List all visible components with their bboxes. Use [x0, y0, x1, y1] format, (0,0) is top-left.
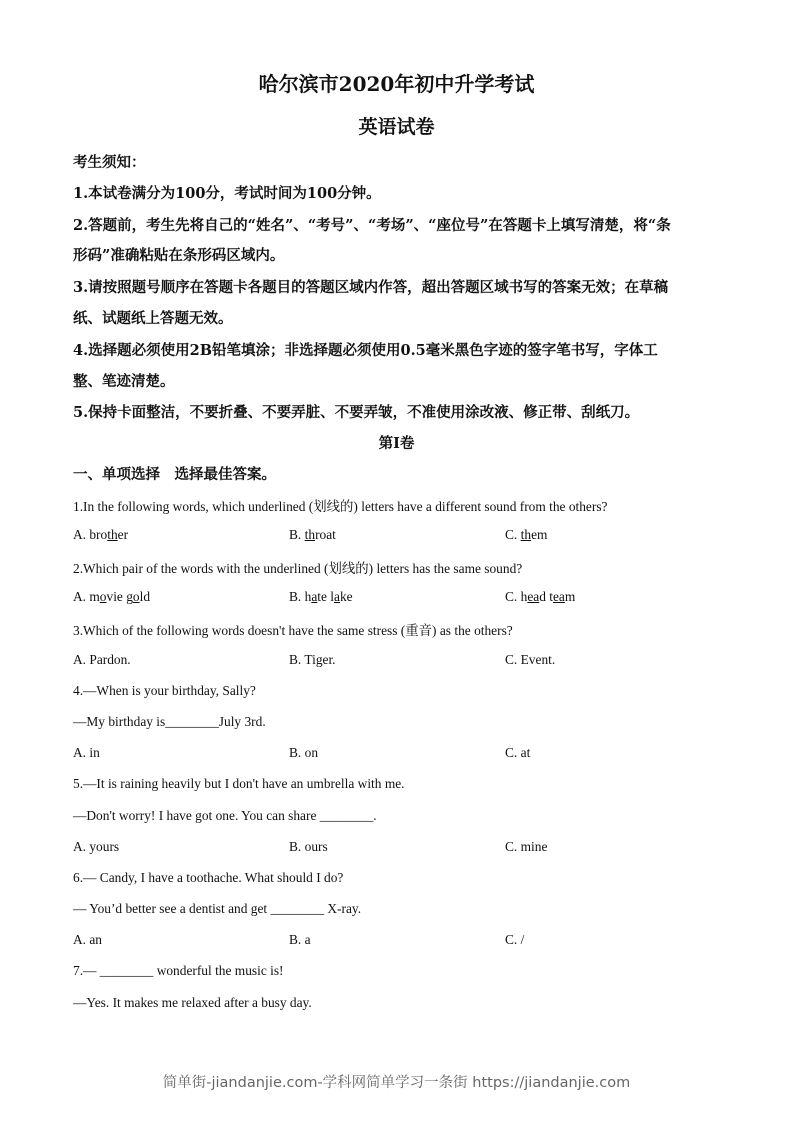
option-c: C. /	[505, 932, 525, 947]
footer-watermark: 简单街-jiandanjie.com-学科网简单学习一条街 https://jiandanjie.com	[162, 1075, 631, 1091]
notice-heading: 考生须知：	[73, 154, 146, 171]
option-a: A. yours	[73, 839, 120, 854]
question-stem-line: —My birthday is________July 3rd.	[73, 714, 266, 729]
question-stem: 6.— Candy, I have a toothache. What should I do?	[73, 870, 344, 885]
option-a: A. Pardon.	[73, 652, 131, 667]
option-b: B. Tiger.	[289, 652, 336, 667]
notice-line: 整、笔迹清楚。	[73, 373, 175, 390]
option-a: A. an	[73, 932, 103, 947]
question-stem: 3.Which of the following words doesn't have the same stress (重音) as the others?	[73, 623, 513, 638]
question-stem: 4.—When is your birthday, Sally?	[73, 683, 256, 698]
option-c: C. at	[505, 745, 531, 760]
option-c: C. mine	[505, 839, 548, 854]
question-stem: 5.—It is raining heavily but I don't have an umbrella with me.	[73, 776, 405, 791]
notice-line: 5.保持卡面整洁，不要折叠、不要弄脏、不要弄皱，不准使用涂改液、修正带、刮纸刀。	[73, 404, 640, 421]
notice-line: 形码”准确粘贴在条形码区域内。	[73, 247, 285, 264]
page-title: 哈尔滨市2020年初中升学考试	[258, 72, 535, 96]
option-c: C. head team	[505, 589, 576, 604]
question-stem: 7.— ________ wonderful the music is!	[73, 963, 284, 978]
notice-line: 4.选择题必须使用2B铅笔填涂；非选择题必须使用0.5毫米黑色字迹的签字笔书写，字体工	[73, 342, 658, 359]
option-b: B. throat	[289, 527, 336, 542]
notice-line: 纸、试题纸上答题无效。	[73, 310, 233, 327]
question-stem: 2.Which pair of the words with the underlined (划线的) letters has the same sound?	[73, 561, 523, 576]
notice-line: 3.请按照题号顺序在答题卡各题目的答题区域内作答，超出答题区域书写的答案无效；在草稿	[73, 279, 669, 296]
page-subtitle: 英语试卷	[358, 116, 435, 138]
question-stem-line: — You’d better see a dentist and get ________ X-ray.	[73, 901, 362, 916]
option-b: B. ours	[289, 839, 328, 854]
option-c: C. them	[505, 527, 548, 542]
option-b: B. on	[289, 745, 319, 760]
option-a: A. movie gold	[73, 589, 151, 604]
option-a: A. in	[73, 745, 100, 760]
question-stem-line: —Don't worry! I have got one. You can share ________.	[73, 808, 377, 823]
option-b: B. hate lake	[289, 589, 353, 604]
question-stem-line: —Yes. It makes me relaxed after a busy day.	[73, 995, 312, 1010]
option-b: B. a	[289, 932, 311, 947]
option-a: A. brother	[73, 527, 129, 542]
question-stem: 1.In the following words, which underlined (划线的) letters have a different sound from the others?	[73, 499, 608, 514]
notice-line: 1.本试卷满分为100分，考试时间为100分钟。	[73, 185, 381, 202]
option-c: C. Event.	[505, 652, 556, 667]
volume-heading: 第Ⅰ卷	[378, 435, 415, 452]
section-title: 一、单项选择 选择最佳答案。	[73, 466, 276, 483]
notice-line: 2.答题前，考生先将自己的“姓名”、“考号”、“考场”、“座位号”在答题卡上填写清楚，将“条	[73, 217, 671, 234]
